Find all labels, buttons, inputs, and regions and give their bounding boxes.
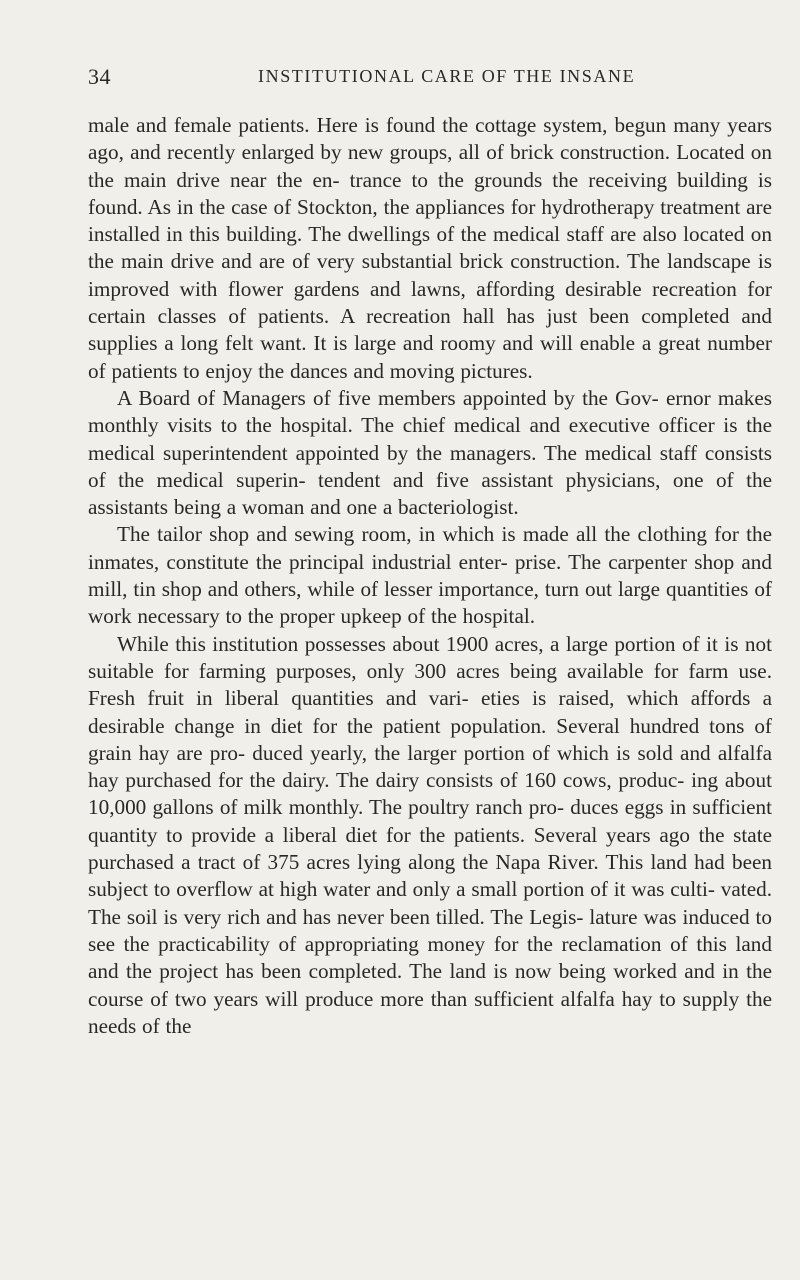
running-head: INSTITUTIONAL CARE OF THE INSANE: [258, 66, 636, 86]
paragraph-2: A Board of Managers of five members appointed by the Gov- ernor makes monthly visits to the hospital. The chief medical and executive officer is the medical superintendent appointed by the managers. The medical staff consists of the medical superin- tendent and five assistant physicians, one of the assistants being a woman and one a bacteriologist.: [88, 385, 772, 520]
page-number: 34: [88, 64, 111, 89]
page-header: [88, 64, 688, 92]
body-text: [88, 112, 772, 1040]
paragraph-1: male and female patients. Here is found the cottage system, begun many years ago, and recently enlarged by new groups, all of brick construction. Located on the main drive near the en- trance to the grounds the receiving building is found. As in the case of Stockton, the appliances for hydrotherapy treatment are installed in this building. The dwellings of the medical staff are also located on the main drive and are of very substantial brick construction. The landscape is improved with flower gardens and lawns, affording desirable recreation for certain classes of patients. A recreation hall has just been completed and supplies a long felt want. It is large and roomy and will enable a great number of patients to enjoy the dances and moving pictures.: [88, 113, 772, 383]
paragraph-4: While this institution possesses about 1900 acres, a large portion of it is not suitable for farming purposes, only 300 acres being available for farm use. Fresh fruit in liberal quantities and vari- eties is raised, which affords a desirable change in diet for the patient population. Several hundred tons of grain hay are pro- duced yearly, the larger portion of which is sold and alfalfa hay purchased for the dairy. The dairy consists of 160 cows, produc- ing about 10,000 gallons of milk monthly. The poultry ranch pro- duces eggs in sufficient quantity to provide a liberal diet for the patients. Several years ago the state purchased a tract of 375 acres lying along the Napa River. This land had been subject to overflow at high water and only a small portion of it was culti- vated. The soil is very rich and has never been tilled. The Legis- lature was induced to see the practicability of appropriating money for the reclamation of this land and the project has been completed. The land is now being worked and in the course of two years will produce more than sufficient alfalfa hay to supply the needs of the: [88, 631, 772, 1038]
paragraph-3: The tailor shop and sewing room, in which is made all the clothing for the inmates, constitute the principal industrial enter- prise. The carpenter shop and mill, tin shop and others, while of lesser importance, turn out large quantities of work necessary to the proper upkeep of the hospital.: [88, 522, 772, 629]
